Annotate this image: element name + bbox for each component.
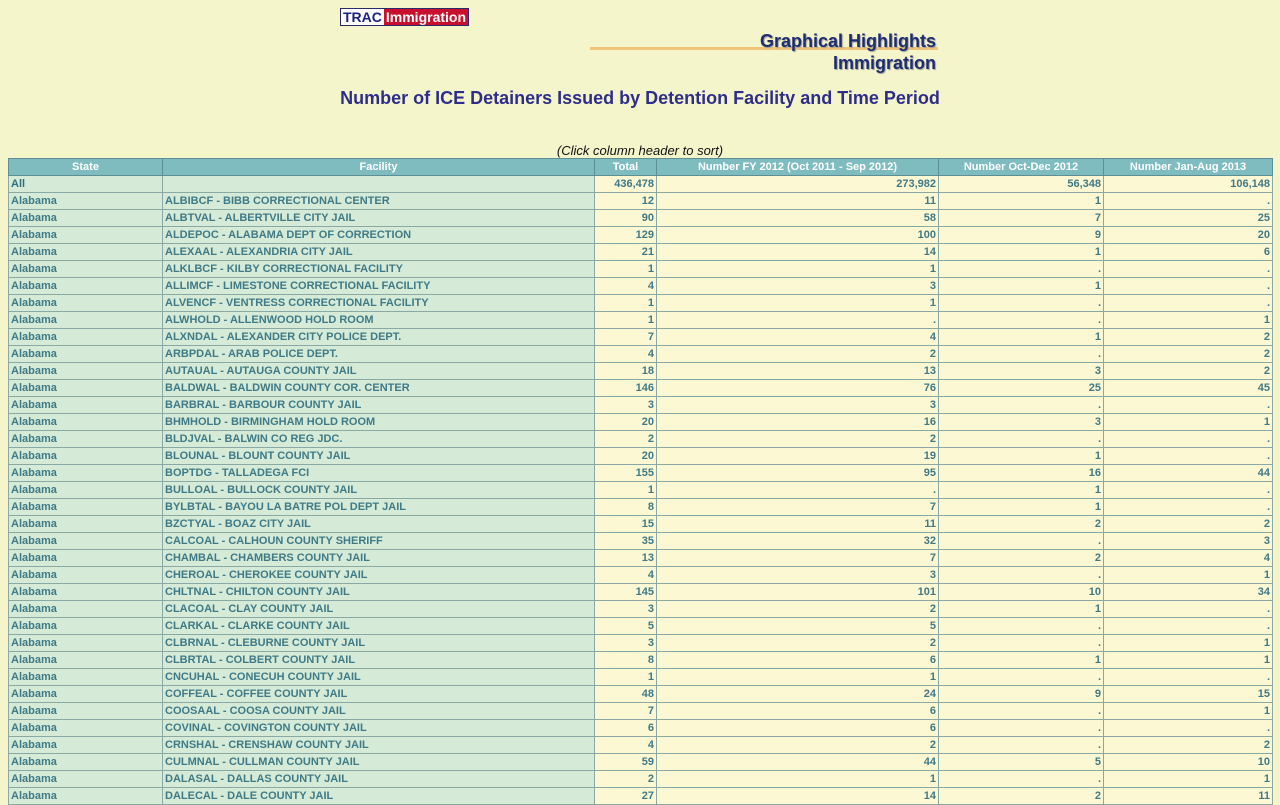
cell-fy2012: 2	[657, 431, 939, 448]
cell-total: 4	[595, 567, 657, 584]
cell-facility: ALKLBCF - KILBY CORRECTIONAL FACILITY	[163, 261, 595, 278]
cell-facility: CULMNAL - CULLMAN COUNTY JAIL	[163, 754, 595, 771]
cell-jan-aug-2013: 1	[1104, 635, 1273, 652]
cell-jan-aug-2013: 1	[1104, 312, 1273, 329]
cell-facility: ALBIBCF - BIBB CORRECTIONAL CENTER	[163, 193, 595, 210]
cell-state: Alabama	[9, 329, 163, 346]
cell-jan-aug-2013: 10	[1104, 754, 1273, 771]
cell-fy2012: 6	[657, 703, 939, 720]
cell-state: Alabama	[9, 499, 163, 516]
cell-state: Alabama	[9, 193, 163, 210]
cell-facility: BLDJVAL - BALWIN CO REG JDC.	[163, 431, 595, 448]
cell-facility: DALASAL - DALLAS COUNTY JAIL	[163, 771, 595, 788]
cell-total: 15	[595, 516, 657, 533]
cell-total: 13	[595, 550, 657, 567]
cell-oct-dec-2012: .	[939, 261, 1104, 278]
cell-oct-dec-2012: 1	[939, 482, 1104, 499]
cell-fy2012: 7	[657, 499, 939, 516]
cell-facility: CHLTNAL - CHILTON COUNTY JAIL	[163, 584, 595, 601]
table-row	[9, 737, 1273, 754]
cell-state: Alabama	[9, 295, 163, 312]
cell-oct-dec-2012: 1	[939, 448, 1104, 465]
cell-total: 2	[595, 431, 657, 448]
cell-state: Alabama	[9, 635, 163, 652]
table-row	[9, 720, 1273, 737]
cell-oct-dec-2012: 1	[939, 278, 1104, 295]
cell-total: 1	[595, 669, 657, 686]
cell-fy2012: 16	[657, 414, 939, 431]
cell-total: 8	[595, 499, 657, 516]
cell-state: Alabama	[9, 584, 163, 601]
cell-total: 146	[595, 380, 657, 397]
cell-total: 18	[595, 363, 657, 380]
cell-facility: CHEROAL - CHEROKEE COUNTY JAIL	[163, 567, 595, 584]
cell-oct-dec-2012: 2	[939, 516, 1104, 533]
cell-total: 1	[595, 295, 657, 312]
cell-state: Alabama	[9, 312, 163, 329]
table-row	[9, 346, 1273, 363]
cell-jan-aug-2013: .	[1104, 278, 1273, 295]
cell-total: 4	[595, 737, 657, 754]
cell-state: Alabama	[9, 550, 163, 567]
sort-hint: (Click column header to sort)	[556, 143, 724, 158]
cell-jan-aug-2013: 34	[1104, 584, 1273, 601]
cell-jan-aug-2013: 2	[1104, 516, 1273, 533]
cell-state: Alabama	[9, 363, 163, 380]
cell-jan-aug-2013: 106,148	[1104, 176, 1273, 193]
cell-jan-aug-2013: 1	[1104, 652, 1273, 669]
cell-fy2012: 1	[657, 771, 939, 788]
cell-total: 12	[595, 193, 657, 210]
cell-facility: COVINAL - COVINGTON COUNTY JAIL	[163, 720, 595, 737]
cell-state: Alabama	[9, 210, 163, 227]
trac-immigration-logo[interactable]	[340, 8, 469, 26]
cell-facility: DALECAL - DALE COUNTY JAIL	[163, 788, 595, 805]
cell-oct-dec-2012: 1	[939, 193, 1104, 210]
cell-oct-dec-2012: 1	[939, 601, 1104, 618]
table-row	[9, 499, 1273, 516]
cell-jan-aug-2013: 2	[1104, 737, 1273, 754]
cell-fy2012: 13	[657, 363, 939, 380]
cell-facility: CLARKAL - CLARKE COUNTY JAIL	[163, 618, 595, 635]
cell-state: Alabama	[9, 652, 163, 669]
cell-fy2012: 3	[657, 567, 939, 584]
cell-fy2012: 6	[657, 720, 939, 737]
cell-state: Alabama	[9, 720, 163, 737]
cell-oct-dec-2012: 1	[939, 244, 1104, 261]
cell-fy2012: 2	[657, 737, 939, 754]
cell-state: Alabama	[9, 533, 163, 550]
table-row	[9, 754, 1273, 771]
cell-oct-dec-2012: 3	[939, 414, 1104, 431]
cell-facility: ALBTVAL - ALBERTVILLE CITY JAIL	[163, 210, 595, 227]
table-row	[9, 448, 1273, 465]
cell-total: 21	[595, 244, 657, 261]
cell-total: 436,478	[595, 176, 657, 193]
cell-state: Alabama	[9, 737, 163, 754]
cell-facility: CLBRTAL - COLBERT COUNTY JAIL	[163, 652, 595, 669]
cell-state: Alabama	[9, 754, 163, 771]
cell-jan-aug-2013: .	[1104, 601, 1273, 618]
cell-fy2012: 14	[657, 244, 939, 261]
table-row	[9, 686, 1273, 703]
cell-fy2012: 2	[657, 601, 939, 618]
cell-oct-dec-2012: 9	[939, 227, 1104, 244]
table-body	[9, 176, 1273, 805]
cell-facility: BULLOAL - BULLOCK COUNTY JAIL	[163, 482, 595, 499]
table-row	[9, 533, 1273, 550]
column-header-oct-dec-2012[interactable]: Number Oct-Dec 2012	[939, 159, 1104, 176]
cell-oct-dec-2012: 7	[939, 210, 1104, 227]
cell-jan-aug-2013: 44	[1104, 465, 1273, 482]
cell-fy2012: 1	[657, 295, 939, 312]
cell-state: Alabama	[9, 686, 163, 703]
cell-oct-dec-2012: .	[939, 397, 1104, 414]
table-row	[9, 312, 1273, 329]
cell-total: 155	[595, 465, 657, 482]
cell-facility: CRNSHAL - CRENSHAW COUNTY JAIL	[163, 737, 595, 754]
cell-fy2012: 7	[657, 550, 939, 567]
table-row	[9, 363, 1273, 380]
cell-facility: BALDWAL - BALDWIN COUNTY COR. CENTER	[163, 380, 595, 397]
table-row	[9, 652, 1273, 669]
cell-oct-dec-2012: 9	[939, 686, 1104, 703]
table-row	[9, 601, 1273, 618]
cell-state: Alabama	[9, 261, 163, 278]
cell-total: 3	[595, 601, 657, 618]
cell-jan-aug-2013: 1	[1104, 567, 1273, 584]
cell-state: Alabama	[9, 397, 163, 414]
cell-fy2012: 101	[657, 584, 939, 601]
cell-fy2012: 11	[657, 193, 939, 210]
cell-facility: ALWHOLD - ALLENWOOD HOLD ROOM	[163, 312, 595, 329]
table-row	[9, 380, 1273, 397]
cell-oct-dec-2012: .	[939, 618, 1104, 635]
cell-state: Alabama	[9, 567, 163, 584]
table-row	[9, 431, 1273, 448]
graphical-highlights-heading	[760, 30, 936, 74]
cell-jan-aug-2013: 15	[1104, 686, 1273, 703]
cell-fy2012: .	[657, 312, 939, 329]
cell-jan-aug-2013: .	[1104, 618, 1273, 635]
cell-oct-dec-2012: .	[939, 533, 1104, 550]
cell-jan-aug-2013: .	[1104, 261, 1273, 278]
cell-facility: COFFEAL - COFFEE COUNTY JAIL	[163, 686, 595, 703]
cell-fy2012: 14	[657, 788, 939, 805]
cell-oct-dec-2012: .	[939, 720, 1104, 737]
cell-total: 2	[595, 771, 657, 788]
cell-total: 59	[595, 754, 657, 771]
cell-state: Alabama	[9, 448, 163, 465]
cell-total: 35	[595, 533, 657, 550]
cell-fy2012: 24	[657, 686, 939, 703]
table-row	[9, 567, 1273, 584]
cell-fy2012: 19	[657, 448, 939, 465]
cell-total: 4	[595, 346, 657, 363]
cell-jan-aug-2013: .	[1104, 499, 1273, 516]
cell-jan-aug-2013: 1	[1104, 414, 1273, 431]
cell-fy2012: 58	[657, 210, 939, 227]
cell-fy2012: 2	[657, 346, 939, 363]
logo-trac-text: TRAC	[343, 9, 382, 25]
cell-oct-dec-2012: .	[939, 635, 1104, 652]
table-row	[9, 227, 1273, 244]
cell-facility: CHAMBAL - CHAMBERS COUNTY JAIL	[163, 550, 595, 567]
column-header-facility[interactable]: Facility	[163, 159, 595, 176]
table-header-row	[9, 159, 1273, 176]
table-row	[9, 397, 1273, 414]
table-row	[9, 771, 1273, 788]
cell-total: 90	[595, 210, 657, 227]
cell-facility: ALEXAAL - ALEXANDRIA CITY JAIL	[163, 244, 595, 261]
table-row	[9, 210, 1273, 227]
cell-fy2012: 100	[657, 227, 939, 244]
cell-state: Alabama	[9, 465, 163, 482]
cell-jan-aug-2013: .	[1104, 482, 1273, 499]
cell-total: 129	[595, 227, 657, 244]
cell-total: 5	[595, 618, 657, 635]
cell-fy2012: 3	[657, 397, 939, 414]
cell-jan-aug-2013: .	[1104, 295, 1273, 312]
cell-state: Alabama	[9, 227, 163, 244]
cell-facility: CLACOAL - CLAY COUNTY JAIL	[163, 601, 595, 618]
cell-jan-aug-2013: 25	[1104, 210, 1273, 227]
cell-jan-aug-2013: .	[1104, 448, 1273, 465]
cell-state: Alabama	[9, 669, 163, 686]
cell-fy2012: 2	[657, 635, 939, 652]
cell-fy2012: 1	[657, 669, 939, 686]
cell-state: Alabama	[9, 431, 163, 448]
cell-state: Alabama	[9, 788, 163, 805]
cell-total: 4	[595, 278, 657, 295]
cell-total: 1	[595, 261, 657, 278]
cell-oct-dec-2012: .	[939, 295, 1104, 312]
table-row	[9, 635, 1273, 652]
cell-facility: AUTAUAL - AUTAUGA COUNTY JAIL	[163, 363, 595, 380]
cell-jan-aug-2013: 1	[1104, 703, 1273, 720]
cell-oct-dec-2012: .	[939, 669, 1104, 686]
table-row	[9, 414, 1273, 431]
cell-total: 3	[595, 635, 657, 652]
cell-oct-dec-2012: .	[939, 346, 1104, 363]
cell-state: Alabama	[9, 482, 163, 499]
cell-state: Alabama	[9, 244, 163, 261]
cell-state: Alabama	[9, 278, 163, 295]
column-header-total[interactable]: Total	[595, 159, 657, 176]
cell-jan-aug-2013: 6	[1104, 244, 1273, 261]
highlights-line2: Immigration	[832, 53, 936, 73]
cell-state: Alabama	[9, 703, 163, 720]
cell-facility: ALVENCF - VENTRESS CORRECTIONAL FACILITY	[163, 295, 595, 312]
cell-fy2012: 4	[657, 329, 939, 346]
cell-oct-dec-2012: 2	[939, 550, 1104, 567]
table-row	[9, 193, 1273, 210]
table-row	[9, 516, 1273, 533]
cell-oct-dec-2012: 1	[939, 652, 1104, 669]
cell-facility: BZCTYAL - BOAZ CITY JAIL	[163, 516, 595, 533]
cell-total: 1	[595, 312, 657, 329]
cell-jan-aug-2013: 11	[1104, 788, 1273, 805]
cell-facility: ALDEPOC - ALABAMA DEPT OF CORRECTION	[163, 227, 595, 244]
table-row	[9, 703, 1273, 720]
cell-total: 3	[595, 397, 657, 414]
cell-state: All	[9, 176, 163, 193]
cell-oct-dec-2012: .	[939, 771, 1104, 788]
cell-oct-dec-2012: 5	[939, 754, 1104, 771]
cell-facility: BYLBTAL - BAYOU LA BATRE POL DEPT JAIL	[163, 499, 595, 516]
cell-total: 27	[595, 788, 657, 805]
table-row	[9, 788, 1273, 805]
cell-total: 6	[595, 720, 657, 737]
cell-oct-dec-2012: .	[939, 567, 1104, 584]
cell-jan-aug-2013: .	[1104, 431, 1273, 448]
cell-jan-aug-2013: .	[1104, 669, 1273, 686]
cell-jan-aug-2013: 2	[1104, 363, 1273, 380]
cell-oct-dec-2012: 2	[939, 788, 1104, 805]
cell-state: Alabama	[9, 516, 163, 533]
cell-jan-aug-2013: 2	[1104, 329, 1273, 346]
cell-jan-aug-2013: 1	[1104, 771, 1273, 788]
table-row	[9, 295, 1273, 312]
table-row	[9, 584, 1273, 601]
cell-jan-aug-2013: .	[1104, 193, 1273, 210]
cell-oct-dec-2012: 3	[939, 363, 1104, 380]
cell-state: Alabama	[9, 618, 163, 635]
cell-fy2012: 1	[657, 261, 939, 278]
column-header-jan-aug-2013[interactable]: Number Jan-Aug 2013	[1104, 159, 1273, 176]
cell-state: Alabama	[9, 601, 163, 618]
cell-total: 7	[595, 703, 657, 720]
cell-fy2012: .	[657, 482, 939, 499]
highlights-line1: Graphical Highlights	[759, 31, 936, 51]
cell-total: 1	[595, 482, 657, 499]
cell-total: 20	[595, 448, 657, 465]
cell-total: 145	[595, 584, 657, 601]
cell-jan-aug-2013: 20	[1104, 227, 1273, 244]
cell-fy2012: 95	[657, 465, 939, 482]
column-header-state[interactable]: State	[9, 159, 163, 176]
cell-facility: ARBPDAL - ARAB POLICE DEPT.	[163, 346, 595, 363]
table-row	[9, 278, 1273, 295]
cell-jan-aug-2013: 45	[1104, 380, 1273, 397]
cell-state: Alabama	[9, 414, 163, 431]
table-row	[9, 669, 1273, 686]
table-row	[9, 465, 1273, 482]
cell-facility: BOPTDG - TALLADEGA FCI	[163, 465, 595, 482]
cell-facility: CLBRNAL - CLEBURNE COUNTY JAIL	[163, 635, 595, 652]
table-row	[9, 482, 1273, 499]
cell-oct-dec-2012: 56,348	[939, 176, 1104, 193]
page-title: Number of ICE Detainers Issued by Detention Facility and Time Period	[340, 88, 940, 108]
cell-facility: CNCUHAL - CONECUH COUNTY JAIL	[163, 669, 595, 686]
cell-fy2012: 32	[657, 533, 939, 550]
cell-facility: BARBRAL - BARBOUR COUNTY JAIL	[163, 397, 595, 414]
cell-fy2012: 3	[657, 278, 939, 295]
cell-oct-dec-2012: .	[939, 703, 1104, 720]
cell-state: Alabama	[9, 380, 163, 397]
cell-facility: BLOUNAL - BLOUNT COUNTY JAIL	[163, 448, 595, 465]
table-row	[9, 261, 1273, 278]
detainers-table	[8, 158, 1273, 805]
cell-fy2012: 44	[657, 754, 939, 771]
cell-facility: ALXNDAL - ALEXANDER CITY POLICE DEPT.	[163, 329, 595, 346]
cell-total: 48	[595, 686, 657, 703]
cell-oct-dec-2012: .	[939, 737, 1104, 754]
cell-facility: ALLIMCF - LIMESTONE CORRECTIONAL FACILITY	[163, 278, 595, 295]
cell-oct-dec-2012: .	[939, 431, 1104, 448]
cell-total: 8	[595, 652, 657, 669]
cell-fy2012: 6	[657, 652, 939, 669]
cell-oct-dec-2012: 16	[939, 465, 1104, 482]
cell-fy2012: 11	[657, 516, 939, 533]
cell-facility	[163, 176, 595, 193]
cell-total: 7	[595, 329, 657, 346]
cell-state: Alabama	[9, 771, 163, 788]
cell-oct-dec-2012: 25	[939, 380, 1104, 397]
cell-oct-dec-2012: .	[939, 312, 1104, 329]
cell-jan-aug-2013: 3	[1104, 533, 1273, 550]
cell-oct-dec-2012: 10	[939, 584, 1104, 601]
table-row	[9, 550, 1273, 567]
column-header-fy2012[interactable]: Number FY 2012 (Oct 2011 - Sep 2012)	[657, 159, 939, 176]
cell-jan-aug-2013: .	[1104, 720, 1273, 737]
cell-fy2012: 5	[657, 618, 939, 635]
cell-fy2012: 76	[657, 380, 939, 397]
cell-jan-aug-2013: 4	[1104, 550, 1273, 567]
cell-state: Alabama	[9, 346, 163, 363]
cell-jan-aug-2013: .	[1104, 397, 1273, 414]
cell-facility: COOSAAL - COOSA COUNTY JAIL	[163, 703, 595, 720]
logo-immigration-text: Immigration	[385, 9, 467, 25]
cell-total: 20	[595, 414, 657, 431]
cell-oct-dec-2012: 1	[939, 499, 1104, 516]
cell-oct-dec-2012: 1	[939, 329, 1104, 346]
cell-facility: BHMHOLD - BIRMINGHAM HOLD ROOM	[163, 414, 595, 431]
cell-fy2012: 273,982	[657, 176, 939, 193]
table-row	[9, 618, 1273, 635]
cell-jan-aug-2013: 2	[1104, 346, 1273, 363]
table-row	[9, 329, 1273, 346]
cell-facility: CALCOAL - CALHOUN COUNTY SHERIFF	[163, 533, 595, 550]
table-row	[9, 244, 1273, 261]
table-row	[9, 176, 1273, 193]
